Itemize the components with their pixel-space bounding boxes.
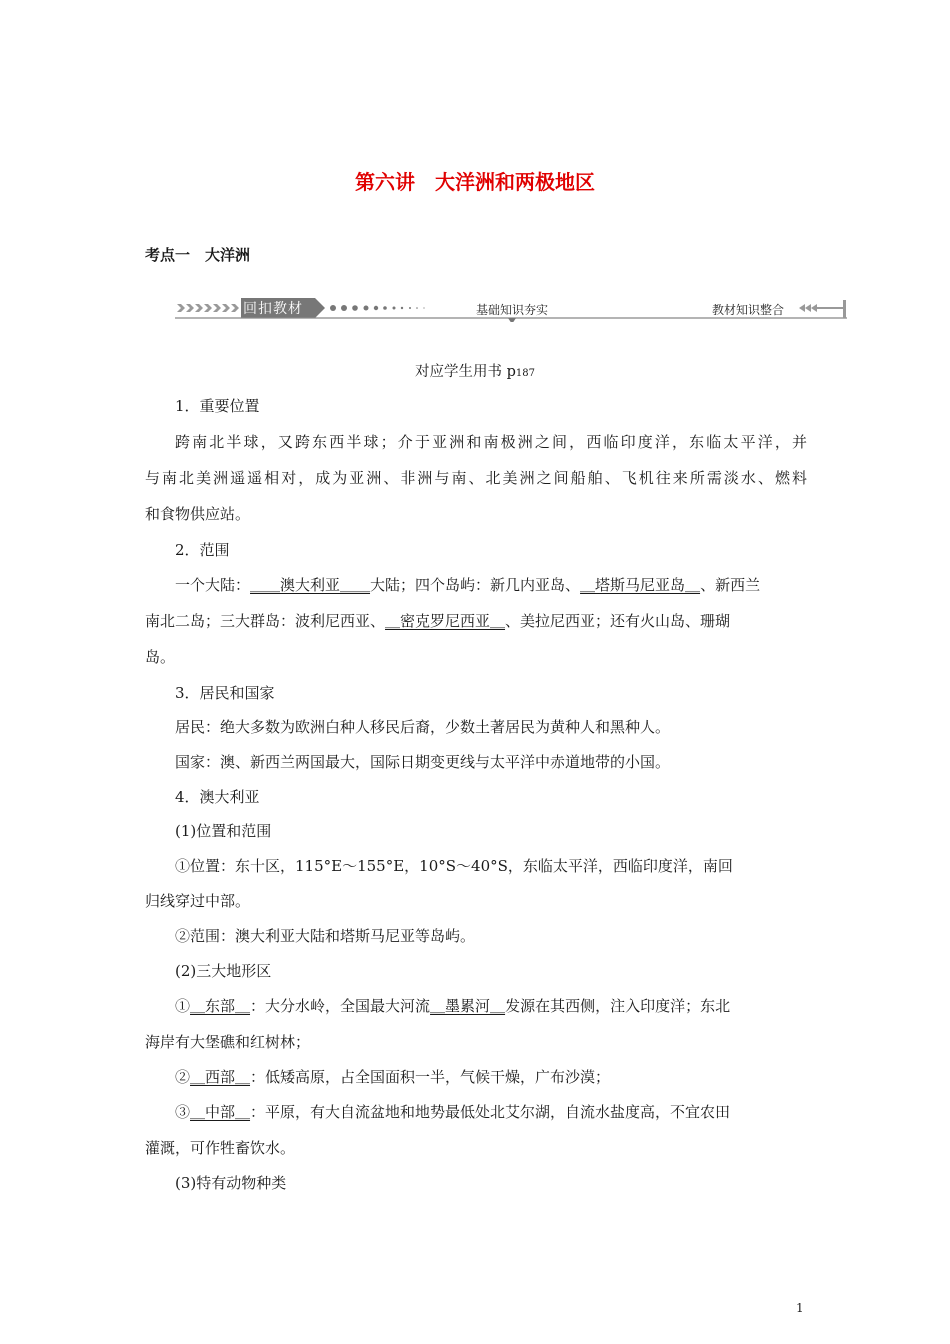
answer-blank: ＿西部＿: [190, 1068, 251, 1086]
banner-left-label: 回扣教材: [243, 301, 303, 317]
chevron-arrows-icon: [177, 304, 239, 312]
heading-location: 1．重要位置: [175, 397, 260, 415]
paragraph-line: 居民：绝大多数为欧洲白种人移民后裔，少数土著居民为黄种人和黑种人。: [175, 718, 671, 736]
triangle-marker-icon: [508, 318, 516, 322]
textbook-reference: 对应学生用书 p187: [415, 364, 535, 380]
paragraph-line: ②范围：澳大利亚大陆和塔斯马尼亚等岛屿。: [175, 927, 476, 945]
answer-blank: ＿东部＿: [190, 997, 251, 1015]
paragraph-line: 和食物供应站。: [145, 505, 251, 523]
page-title: 第六讲 大洋洲和两极地区: [355, 170, 595, 194]
answer-blank: ＿中部＿: [190, 1103, 251, 1121]
section-heading: 考点一 大洋洲: [145, 246, 251, 264]
heading-residents: 3．居民和国家: [175, 684, 275, 702]
paragraph-line: 灌溉，可作牲畜饮水。: [145, 1139, 296, 1157]
paragraph-line: 一个大陆：＿＿澳大利亚＿＿大陆；四个岛屿：新几内亚岛、＿塔斯马尼亚岛＿、新西兰: [175, 576, 761, 594]
banner-right-label: 教材知识整合: [712, 303, 785, 317]
heading-scope: 2．范围: [175, 541, 230, 559]
paragraph-line: 与南北美洲遥遥相对，成为亚洲、非洲与南、北美洲之间船舶、飞机往来所需淡水、燃料: [145, 469, 807, 487]
paragraph-line: ③＿中部＿：平原，有大自流盆地和地势最低处北艾尔湖，自流水盐度高，不宜农田: [175, 1103, 731, 1121]
paragraph-line: 归线穿过中部。: [145, 892, 251, 910]
subheading: (3)特有动物种类: [175, 1174, 287, 1192]
answer-blank: ＿密克罗尼西亚＿: [385, 612, 506, 630]
subheading: (2)三大地形区: [175, 962, 272, 980]
answer-blank: ＿墨累河＿: [430, 997, 506, 1015]
page-number: 1: [796, 1301, 804, 1315]
banner-center-label: 基础知识夯实: [476, 303, 549, 317]
paragraph-line: 跨南北半球，又跨东西半球；介于亚洲和南极洲之间，西临印度洋，东临太平洋，并: [175, 433, 807, 451]
paragraph-line: 国家：澳、新西兰两国最大，国际日期变更线与太平洋中赤道地带的小国。: [175, 753, 671, 771]
paragraph-line: 南北二岛；三大群岛：波利尼西亚、＿密克罗尼西亚＿、美拉尼西亚；还有火山岛、珊瑚: [145, 612, 731, 630]
paragraph-line: 海岸有大堡礁和红树林；: [145, 1033, 311, 1051]
dots-decoration-icon: [330, 305, 425, 311]
answer-blank: ＿＿澳大利亚＿＿: [250, 576, 371, 594]
heading-australia: 4．澳大利亚: [175, 788, 260, 806]
answer-blank: ＿塔斯马尼亚岛＿: [580, 576, 701, 594]
paragraph-line: ①位置：东十区，115°E～155°E，10°S～40°S，东临太平洋，西临印度洋，南回: [175, 857, 733, 875]
paragraph-line: ②＿西部＿：低矮高原，占全国面积一半，气候干燥，广布沙漠；: [175, 1068, 611, 1086]
subheading: (1)位置和范围: [175, 822, 272, 840]
paragraph-line: ①＿东部＿：大分水岭，全国最大河流＿墨累河＿发源在其西侧，注入印度洋；东北: [175, 997, 731, 1015]
left-arrows-icon: [799, 304, 817, 312]
paragraph-line: 岛。: [145, 648, 176, 666]
